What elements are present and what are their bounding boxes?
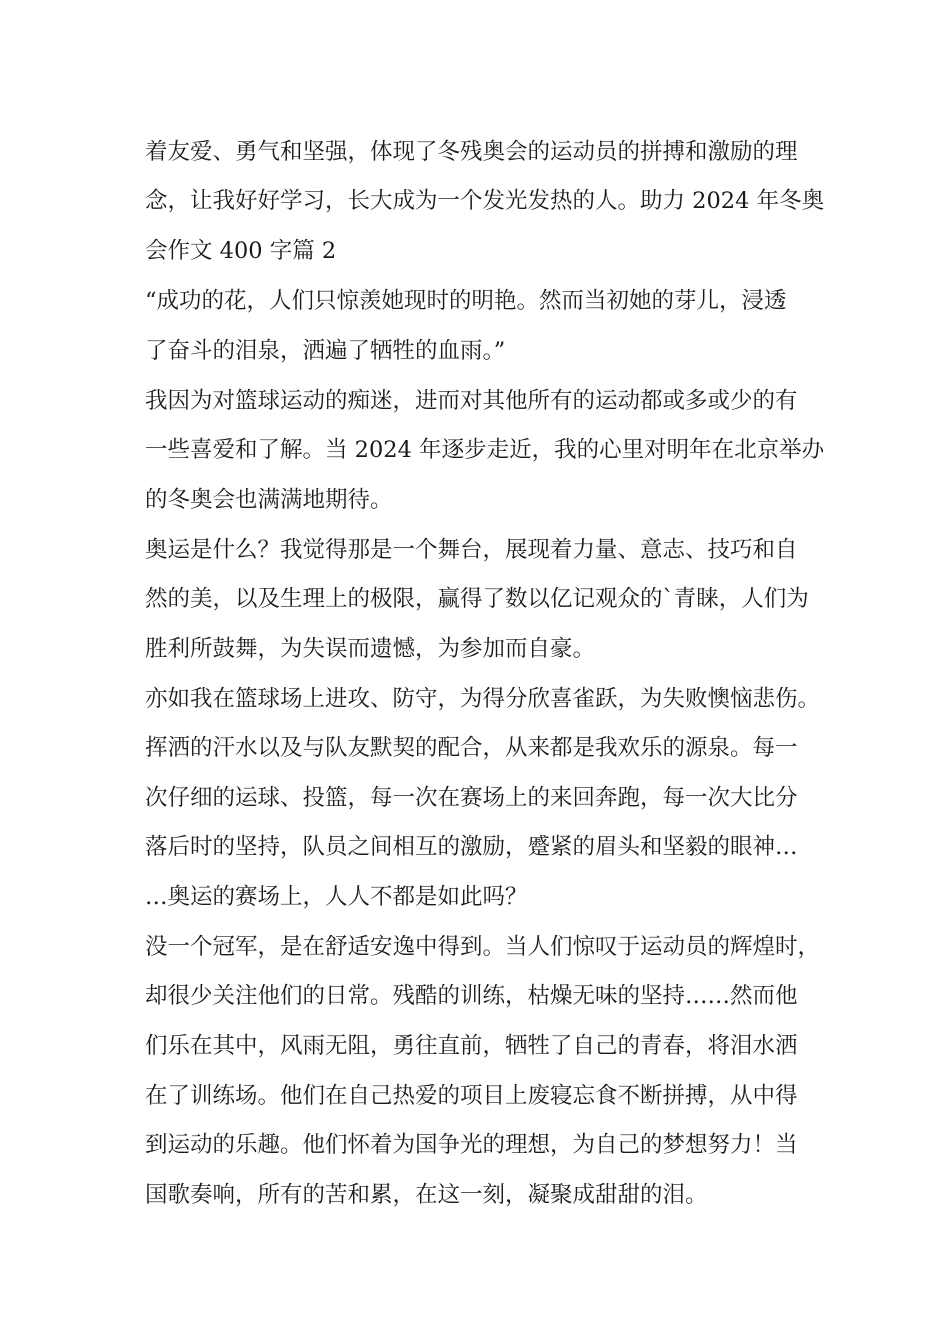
text-line: 了奋斗的泪泉，洒遍了牺牲的血雨。” [145,338,506,364]
text-line: 国歌奏响，所有的苦和累，在这一刻，凝聚成甜甜的泪。 [145,1182,708,1208]
text-line: 挥洒的汗水以及与队友默契的配合，从来都是我欢乐的源泉。每一 [145,735,798,761]
text-line: 次仔细的运球、投篮，每一次在赛场上的来回奔跑，每一次大比分 [145,785,798,811]
text-line: 的冬奥会也满满地期待。 [145,487,393,513]
text-line: 一些喜爱和了解。当 2024 年逐步走近，我的心里对明年在北京举办 [145,437,825,463]
text-line: 落后时的坚持，队员之间相互的激励，蹙紧的眉头和坚毅的眼神… [145,834,798,860]
text-line: 却很少关注他们的日常。残酷的训练，枯燥无味的坚持……然而他 [145,983,798,1009]
text-line: …奥运的赛场上，人人不都是如此吗？ [145,884,528,910]
text-line: 着友爱、勇气和坚强，体现了冬残奥会的运动员的拼搏和激励的理 [145,139,798,165]
text-line: 然的美，以及生理上的极限，赢得了数以亿记观众的`青睐，人们为 [145,586,809,612]
text-line: 念，让我好好学习，长大成为一个发光发热的人。助力 2024 年冬奥 [145,188,825,214]
text-line: 我因为对篮球运动的痴迷，进而对其他所有的运动都或多或少的有 [145,388,798,414]
text-line: 奥运是什么？我觉得那是一个舞台，展现着力量、意志、技巧和自 [145,537,798,563]
text-line: 们乐在其中，风雨无阻，勇往直前，牺牲了自己的青春，将泪水洒 [145,1033,798,1059]
text-line: 在了训练场。他们在自己热爱的项目上废寝忘食不断拼搏，从中得 [145,1083,798,1109]
text-line: “成功的花，人们只惊羡她现时的明艳。然而当初她的芽儿，浸透 [145,288,787,314]
text-line: 胜利所鼓舞，为失误而遗憾，为参加而自豪。 [145,636,596,662]
text-line: 没一个冠军，是在舒适安逸中得到。当人们惊叹于运动员的辉煌时， [145,934,821,960]
text-line: 会作文 400 字篇 2 [145,238,337,264]
text-line: 亦如我在篮球场上进攻、防守，为得分欣喜雀跃，为失败懊恼悲伤。 [145,686,821,712]
text-line: 到运动的乐趣。他们怀着为国争光的理想，为自己的梦想努力！当 [145,1132,798,1158]
